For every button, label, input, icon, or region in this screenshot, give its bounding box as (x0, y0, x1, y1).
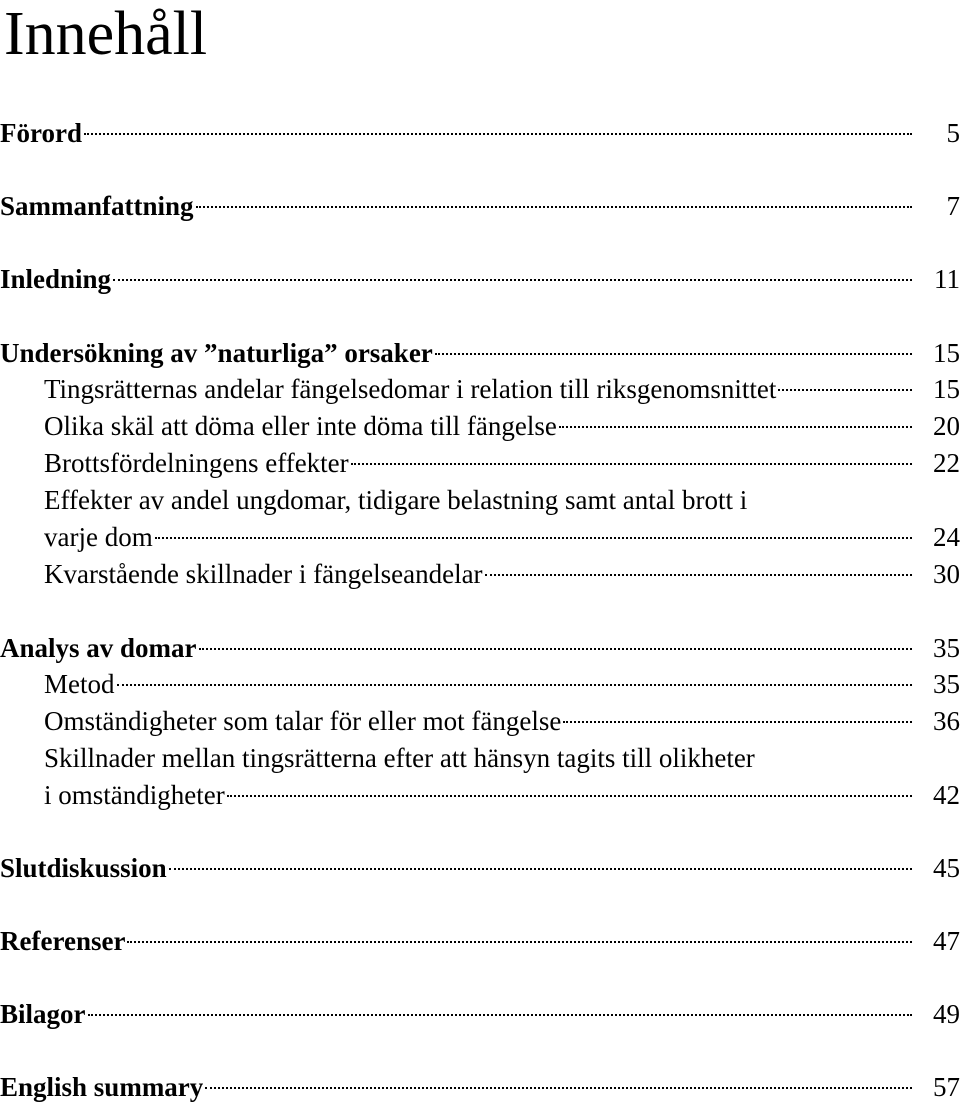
toc-page-number: 11 (934, 264, 960, 294)
toc-label: Referenser (0, 926, 126, 956)
toc-page-number: 47 (933, 926, 960, 956)
toc-label: Sammanfattning (0, 191, 194, 221)
toc-label: Undersökning av ”naturliga” orsaker (0, 338, 433, 368)
toc-entry-kvarstaende-skillnader[interactable] (0, 556, 960, 592)
toc-label: i omständigheter (44, 780, 225, 810)
toc-label: Tingsrätternas andelar fängelsedomar i relation till riksgenomsnittet (44, 374, 777, 404)
toc-page-number: 15 (933, 338, 960, 368)
toc-entry-undersokning[interactable] (0, 335, 960, 371)
toc-page-number: 36 (933, 706, 960, 736)
toc-page-number: 15 (933, 374, 960, 404)
toc-label: Metod (44, 669, 115, 699)
toc-entry-effekter-av-andel[interactable] (0, 519, 960, 555)
toc-page-number: 30 (933, 559, 960, 589)
toc-entry-forord[interactable] (0, 115, 960, 151)
dot-leader (127, 941, 912, 943)
toc-entry-analys-av-domar[interactable] (0, 630, 960, 666)
toc-label: English summary (0, 1072, 204, 1102)
page-title: Innehåll (4, 0, 208, 68)
toc-page-number: 57 (933, 1072, 960, 1102)
toc-label: Kvarstående skillnader i fängelseandelar (44, 559, 483, 589)
toc-label-line1[interactable]: Skillnader mellan tingsrätterna efter att hänsyn tagits till olikheter (44, 743, 755, 773)
dot-leader (778, 389, 912, 391)
toc-page-number: 49 (933, 999, 960, 1029)
dot-leader (88, 1014, 913, 1016)
dot-leader (559, 426, 912, 428)
dot-leader (155, 537, 912, 539)
toc-label: Bilagor (0, 999, 86, 1029)
dot-leader (113, 279, 912, 281)
dot-leader (84, 133, 912, 135)
toc-label: Brottsfördelningens effekter (44, 448, 349, 478)
toc-page-number: 22 (933, 448, 960, 478)
toc-page-number: 35 (933, 669, 960, 699)
toc-entry-slutdiskussion[interactable] (0, 850, 960, 886)
toc-entry-referenser[interactable] (0, 923, 960, 959)
toc-entry-omstandigheter[interactable] (0, 703, 960, 739)
toc-page-number: 45 (933, 853, 960, 883)
toc-label: Förord (0, 118, 82, 148)
toc-entry-english-summary[interactable] (0, 1069, 960, 1105)
toc-page-number: 35 (933, 633, 960, 663)
toc-entry-inledning[interactable] (0, 261, 960, 297)
toc-label: Olika skäl att döma eller inte döma till fängelse (44, 411, 557, 441)
toc-page-number: 5 (946, 118, 960, 148)
toc-entry-bilagor[interactable] (0, 996, 960, 1032)
dot-leader (117, 684, 913, 686)
toc-label: Slutdiskussion (0, 853, 167, 883)
toc-entry-olika-skal[interactable] (0, 408, 960, 444)
dot-leader (563, 721, 912, 723)
toc-entry-tingsratternas-andelar[interactable] (0, 371, 960, 407)
dot-leader (169, 868, 912, 870)
toc-page-number: 42 (933, 780, 960, 810)
toc-page-number: 24 (933, 522, 960, 552)
toc-label-line1[interactable]: Effekter av andel ungdomar, tidigare belastning samt antal brott i (44, 485, 748, 515)
toc-label: Omständigheter som talar för eller mot fängelse (44, 706, 562, 736)
dot-leader (227, 795, 912, 797)
toc-entry-metod[interactable] (0, 666, 960, 702)
dot-leader (351, 463, 912, 465)
toc-label: Inledning (0, 264, 112, 294)
dot-leader (199, 648, 912, 650)
toc-page-number: 20 (933, 411, 960, 441)
toc-entry-brottsfordelningens-effekter[interactable] (0, 445, 960, 481)
toc-page-number: 7 (946, 191, 960, 221)
dot-leader (485, 574, 912, 576)
dot-leader (196, 206, 912, 208)
dot-leader (205, 1087, 912, 1089)
dot-leader (435, 353, 912, 355)
toc-label: Analys av domar (0, 633, 197, 663)
toc-label: varje dom (44, 522, 153, 552)
toc-entry-skillnader-mellan[interactable] (0, 777, 960, 813)
toc-entry-sammanfattning[interactable] (0, 188, 960, 224)
